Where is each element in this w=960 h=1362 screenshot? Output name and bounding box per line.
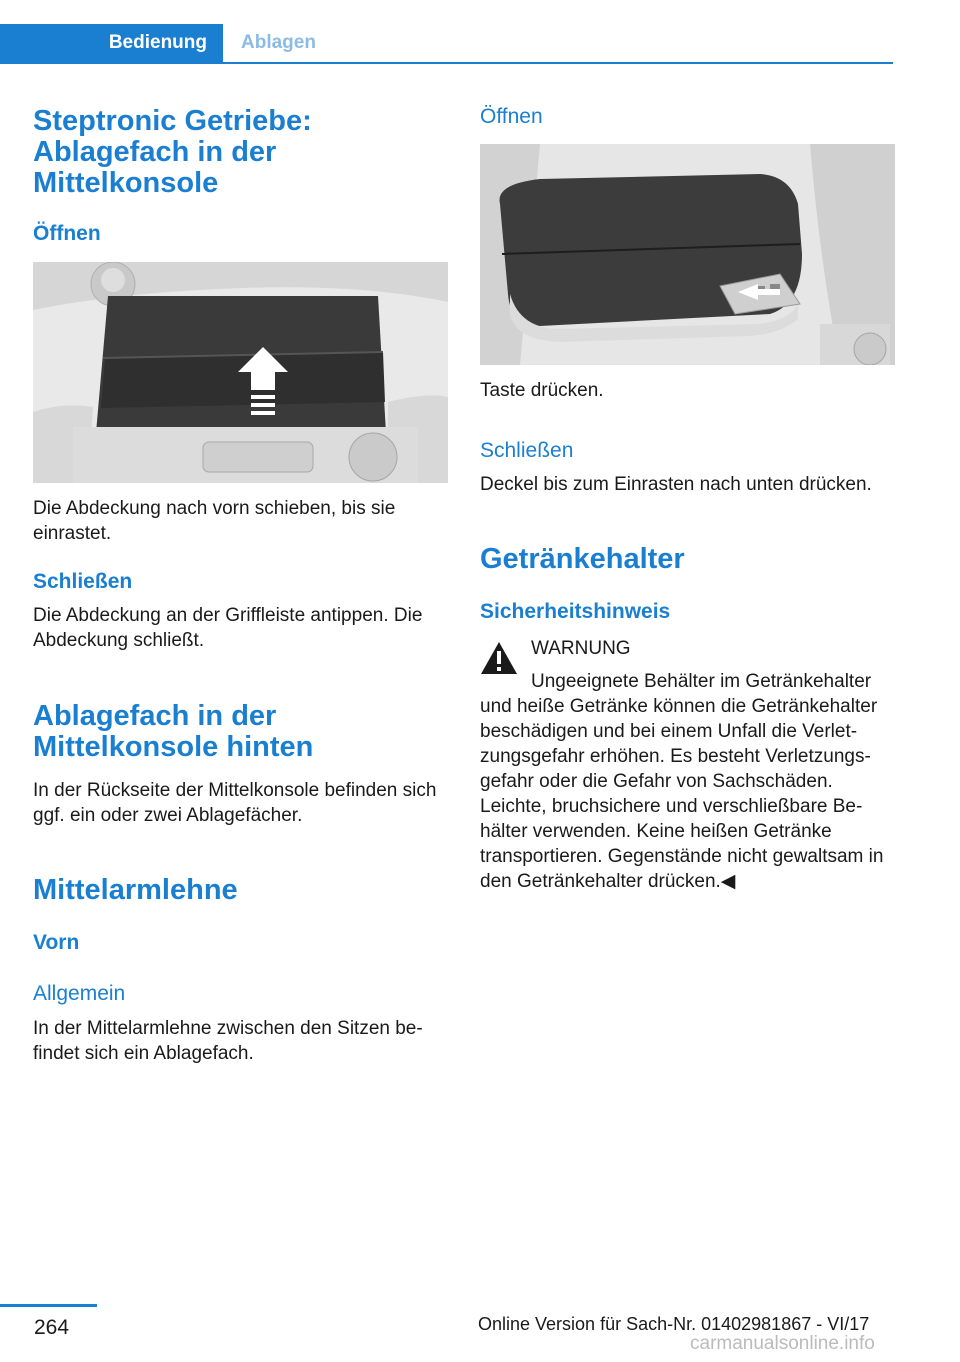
open-instruction: Die Abdeckung nach vorn schieben, bis sie einrastet. (33, 498, 396, 544)
warning-label: WARNUNG (531, 638, 631, 659)
safety-heading: Sicherheitshinweis (480, 600, 671, 623)
watermark: carmanualsonline.info (690, 1333, 875, 1354)
cupholder-title: Getränkehalter (480, 543, 685, 575)
warning-text: Ungeeignete Behälter im Getränkehalter und heiße Getränke können die Getränkehalter beschädigen und bei einem Unfall die Verletzungsgefahr erhöhen. Es besteht Verletzungsgefahr oder die Gefahr von Sachschäden. Leichte, bruchsichere und verschließbare Behälter verwenden. Keine heißen Getränke transportieren. Gegenstände nicht gewaltsam in den Getränkehalter drücken.◀ (480, 671, 884, 892)
armrest-close-heading: Schließen (480, 439, 574, 462)
footer-rule (0, 1304, 97, 1307)
page-title: Steptronic Getriebe: Ablagefach in der Mittelkonsole (33, 105, 312, 199)
tab-bedienung[interactable]: Bedienung (0, 24, 223, 62)
console-cover-photo (33, 262, 448, 483)
page-number: 264 (34, 1316, 70, 1339)
general-heading: Allgemein (33, 982, 126, 1005)
open-heading: Öffnen (33, 222, 101, 245)
armrest-title: Mittelarmlehne (33, 874, 238, 906)
online-version-note: Online Version für Sach-Nr. 01402981867 - VI/17 (478, 1314, 870, 1334)
press-button-text: Taste drücken. (480, 380, 604, 401)
general-text: In der Mittelarmlehne zwischen den Sitzen befindet sich ein Ablagefach. (33, 1018, 423, 1064)
rear-compartment-text: In der Rückseite der Mittelkonsole befinden sich ggf. ein oder zwei Ablagefächer. (33, 780, 437, 826)
rear-compartment-title: Ablagefach in der Mittelkonsole hinten (33, 700, 314, 763)
tab-ablagen[interactable]: Ablagen (241, 32, 316, 53)
close-instruction: Die Abdeckung an der Griffleiste antippen. Die Abdeckung schließt. (33, 605, 423, 651)
armrest-close-text: Deckel bis zum Einrasten nach unten drücken. (480, 474, 872, 495)
front-heading: Vorn (33, 931, 80, 954)
armrest-open-heading: Öffnen (480, 105, 543, 128)
close-heading: Schließen (33, 570, 133, 593)
armrest-photo (480, 144, 895, 365)
